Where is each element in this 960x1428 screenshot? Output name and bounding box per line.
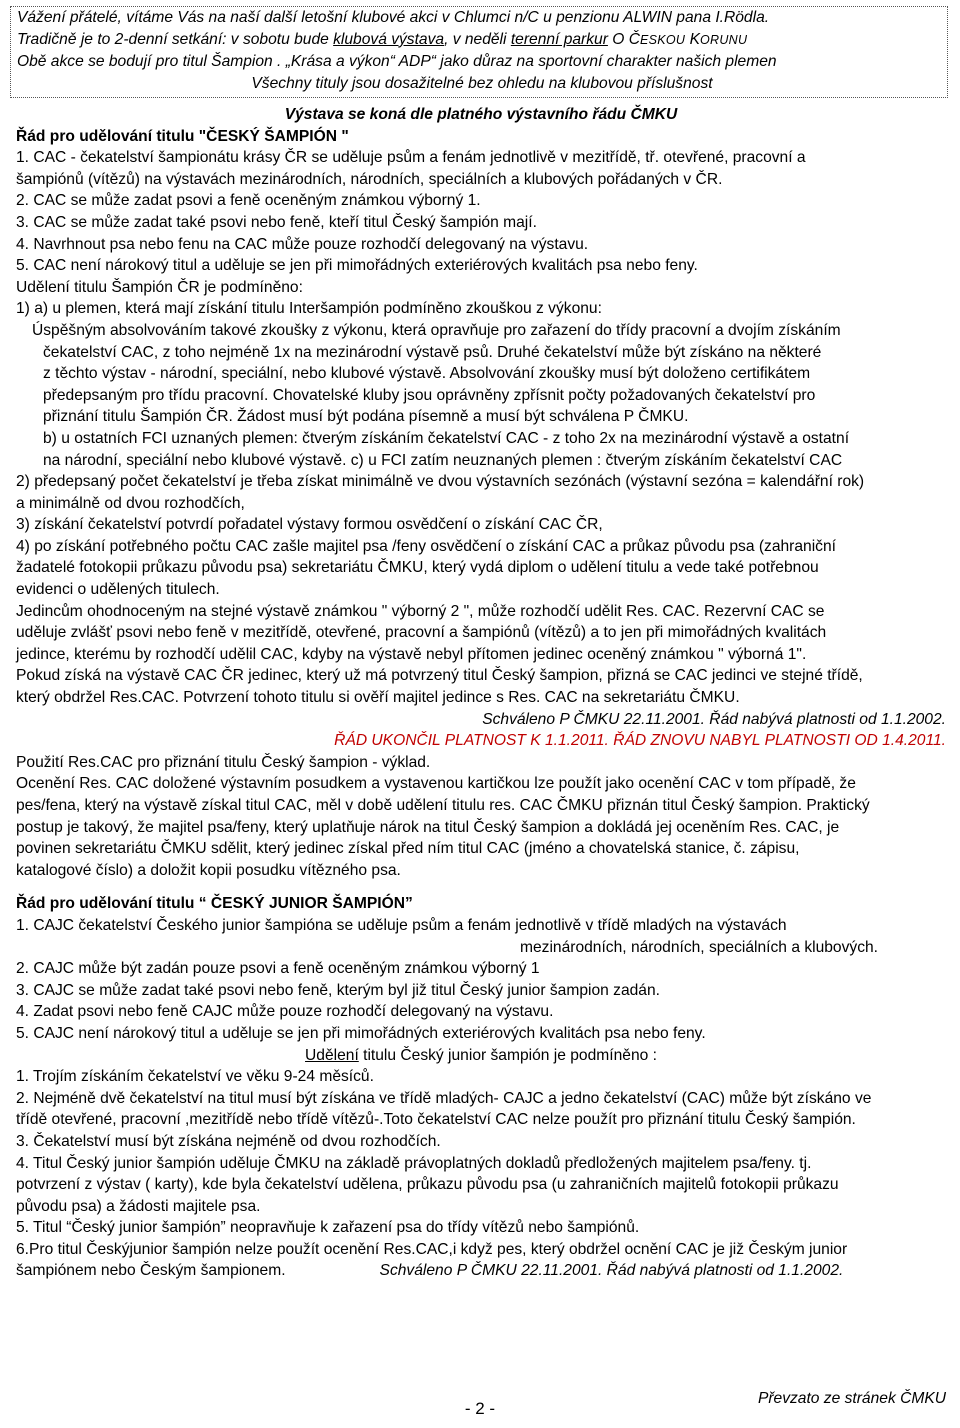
intro-smallcaps: ESKOU (639, 32, 686, 47)
junior-rule: 4. Zadat psovi nebo feně CAJC může pouze rozhodčí delegovaný na výstavu. (16, 1003, 554, 1021)
paragraph: 2. CAC se může zadat psovi a feně oceněným známkou výborný 1. (16, 192, 481, 210)
intro-line-2 (17, 29, 947, 52)
validity-notice: ŘÁD UKONČIL PLATNOST K 1.1.2011. ŘÁD ZNOVU NABYL PLATNOSTI OD 1.4.2011. (334, 732, 946, 750)
junior-condition: 6.Pro titul Českýjunior šampión nelze použít ocenění Res.CAC,i když pes, který obdržel ocnění CAC je již Českým junior (16, 1240, 848, 1258)
condition-text: čekatelství CAC, z toho nejméně 1x na mezinárodní výstavě psů. Druhé čekatelství může být získáno na některé (43, 343, 822, 361)
condition-text: šampiónem nebo Českým šampionem. (16, 1262, 286, 1280)
res-cac-paragraph: uděluje zvlášť psovi nebo feně v mezitřídě, otevřené, pracovní a šampiónů (vítězů) a to jen při mimořádných kvalitách (16, 624, 827, 642)
condition-text: předepsaným pro třídu pracovní. Chovatelské kluby jsou oprávněny zpřísnit počty požadovaných čekatelství pro (43, 386, 816, 404)
condition-2-cont: a minimálně od dvou rozhodčích, (16, 494, 245, 512)
condition-text: přiznání titulu Šampión ČR. Žádost musí být podána písemně a musí být schválena P ČMKU. (43, 408, 689, 426)
junior-condition: 2. Nejméně dvě čekatelství na titul musí být získána ve třídě mladých- CAJC a jedno čekatelství (CAC) může být získáno ve (16, 1089, 872, 1107)
intro-line-3: Obě akce se bodují pro titul Šampion . „Krása a výkon“ ADP“ jako důraz na sportovní charakter našich plemen (17, 53, 777, 71)
conditions-heading: Udělení titulu Šampión ČR je podmíněno: (16, 278, 303, 296)
paragraph: 5. CAC není nárokový titul a uděluje se jen při mimořádných exteriérových kvalitách psa nebo feny. (16, 257, 698, 275)
res-cac-paragraph: jedince, kterému by rozhodčí udělil CAC, kdyby na výstavě nebyl přítomen jedinec oceněný známkou " výborná 1". (16, 645, 807, 663)
junior-rule: 5. CAJC není nárokový titul a uděluje se jen při mimořádných exteriérových kvalitách psa nebo feny. (16, 1024, 706, 1042)
res-cac-paragraph: Pokud získá na výstavě CAC ČR jedinec, který už má potvrzený titul Český šampion, přizná se CAC jedinci ve stejné třídě, (16, 667, 863, 685)
usage-paragraph: povinen sekretariátu ČMKU sdělit, který jedinec získal před ním titul CAC (jméno a chovatelská stanice, č. zápisu, (16, 840, 800, 858)
paragraph: 1. CAC - čekatelství šampionátu krásy ČR se uděluje psům a fenám jednotlivě v mezitřídě, tř. otevřené, pracovní a (16, 149, 806, 167)
paragraph: 3. CAC se může zadat také psovi nebo feně, kteří titul Český šampión mají. (16, 213, 537, 231)
page-number: - 2 - (464, 1399, 496, 1418)
underlined-word: Udělení (305, 1046, 359, 1064)
junior-condition: původu psa) a žádosti majitele psa. (16, 1197, 261, 1215)
junior-rule: 2. CAJC může být zadán pouze psovi a feně oceněným známkou výborný 1 (16, 960, 540, 978)
source-credit: Převzato ze stránek ČMKU (757, 1390, 946, 1407)
condition-1b: b) u ostatních FCI uznaných plemen: čtverým získáním čekatelství CAC - z toho 2x na mezinárodní výstavě a ostatní (43, 429, 850, 447)
rules-reference: Výstava se koná dle platného výstavního řádu ČMKU (284, 106, 678, 123)
res-cac-paragraph: který obdržel Res.CAC. Potvrzení tohoto titulu si ověří majitel jedince s Res. CAC na sekretariátu ČMKU. (16, 689, 740, 707)
condition-4-cont: žadatelé fotokopii průkazu původu psa) sekretariátu ČMKU, který vydá diplom o udělení titulu a vede také potřebnou (16, 559, 819, 577)
intro-line-4: Všechny tituly jsou dosažitelné bez ohledu na klubovou příslušnost (251, 74, 713, 92)
link-terenni-parkur[interactable]: terenní parkur (510, 30, 608, 48)
res-cac-paragraph: Jedincům ohodnoceným na stejné výstavě známkou " výborný 2 ", může rozhodčí udělit Res. CAC. Rezervní CAC se (16, 602, 825, 620)
spacer (16, 881, 946, 893)
junior-rule: 3. CAJC se může zadat také psovi nebo feně, kterým byl již titul Český junior šampion zadán. (16, 981, 660, 999)
condition-text: Úspěšným absolvováním takové zkoušky z výkonu, která opravňuje pro zařazení do třídy pracovní a dvojím získáním (32, 321, 841, 339)
intro-smallcaps: ORUNU (699, 32, 748, 47)
condition-4: 4) po získání potřebného počtu CAC zašle majitel psa /feny osvědčení o získání CAC a průkaz původu psa (zahraniční (16, 537, 836, 555)
junior-conditions-heading (16, 1045, 946, 1067)
condition-text: z těchto výstav - národní, speciální, nebo klubové výstavě. Absolvování zkoušky musí být doloženo certifikátem (43, 365, 811, 383)
condition-3: 3) získání čekatelství potvrdí pořadatel výstavy formou osvědčení o získání CAC ČR, (16, 516, 603, 534)
usage-paragraph: Ocenění Res. CAC doložené výstavním posudkem a vystavenou kartičkou lze použít jako ocenění CAC v tom případě, že (16, 775, 856, 793)
link-klubova-vystava[interactable]: klubová výstava (333, 30, 445, 48)
section-heading-junior-sampion: Řád pro udělování titulu “ ČESKÝ JUNIOR ŠAMPIÓN” (16, 895, 413, 913)
junior-condition (16, 1260, 946, 1282)
paragraph: 4. Navrhnout psa nebo fenu na CAC může pouze rozhodčí delegovaný na výstavu. (16, 235, 589, 253)
junior-condition: 1. Trojím získáním čekatelství ve věku 9-24 měsíců. (16, 1068, 374, 1086)
usage-paragraph: postup je takový, že majitel psa/feny, který uplatňuje nárok na titul Český šampion a dokládá jej oceněním Res. CAC, je (16, 818, 840, 836)
condition-4-cont: evidenci o udělených titulech. (16, 581, 220, 599)
section-heading-cesky-sampion: Řád pro udělování titulu "ČESKÝ ŠAMPIÓN " (16, 127, 349, 145)
usage-paragraph: pes/fena, který na výstavě získal titul CAC, měl v době udělení titulu res. CAC ČMKU přiznán titul Český šampion. Praktický (16, 797, 870, 814)
junior-rule: 1. CAJC čekatelství Českého junior šampióna se uděluje psům a fenám jednotlivě v třídě mladých na výstavách (16, 916, 787, 934)
junior-condition: 5. Titul “Český junior šampión” neopravňuje k zařazení psa do třídy vítězů nebo šampiónů. (16, 1219, 640, 1237)
document-body (16, 104, 946, 1282)
heading-text: titulu Český junior šampión je podmíněno : (358, 1046, 657, 1064)
junior-condition: potvrzení z výstav ( karty), kde byla čekatelství udělena, průkazu původu psa (u zahraničních majitelů fotokopii průkazu (16, 1176, 839, 1194)
junior-condition: třídě otevřené, pracovní ,mezitřídě nebo třídě vítězů-.Toto čekatelství CAC nelze použít pro přiznání titulu Český šampión. (16, 1111, 856, 1129)
intro-line-1: Vážení přátelé, vítáme Vás na naší další letošní klubové akci v Chlumci n/C u penzionu ALWIN pana I.Rödla. (17, 9, 770, 26)
intro-text: , v neděli (444, 30, 511, 48)
intro-text: Tradičně je to 2-denní setkání: v sobotu bude (17, 30, 334, 48)
usage-heading: Použití Res.CAC pro přiznání titulu Český šampion - výklad. (16, 753, 431, 771)
junior-rule-cont: mezinárodních, národních, speciálních a klubových. (520, 938, 878, 956)
condition-2: 2) předepsaný počet čekatelství je třeba získat minimálně ve dvou výstavních sezónách (výstavní sezóna = kalendářní rok) (16, 473, 865, 491)
approval-note: Schváleno P ČMKU 22.11.2001. Řád nabývá platnosti od 1.1.2002. (482, 710, 946, 728)
usage-paragraph: katalogové číslo) a doložit kopii posudku vítězného psa. (16, 861, 401, 879)
intro-box (10, 6, 948, 98)
condition-1c: na národní, speciální nebo klubové výstavě. c) u FCI zatím neuznaných plemen : čtverým získáním čekatelství CAC (43, 451, 843, 469)
condition-1a: 1) a) u plemen, která mají získání titulu Interšampión podmíněno zkouškou z výkonu: (16, 300, 602, 318)
junior-condition: 4. Titul Český junior šampión uděluje ČMKU na základě právoplatných dokladů předložených majitelem psa/feny. tj. (16, 1154, 812, 1172)
intro-text: O Č (607, 30, 640, 48)
junior-condition: 3. Čekatelství musí být získána nejméně od dvou rozhodčích. (16, 1132, 441, 1150)
approval-note: Schváleno P ČMKU 22.11.2001. Řád nabývá platnosti od 1.1.2002. (379, 1262, 844, 1280)
intro-text: K (685, 30, 700, 48)
paragraph: šampiónů (vítězů) na výstavách mezinárodních, národních, speciálních a klubových pořádaných v ČR. (16, 170, 723, 188)
